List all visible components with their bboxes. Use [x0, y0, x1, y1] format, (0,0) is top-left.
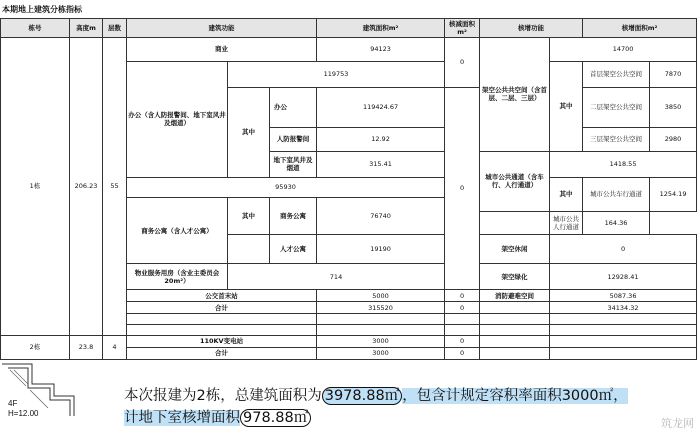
- f2-label: 二层架空公共空间: [583, 87, 650, 127]
- header-height: 高度m: [70, 19, 103, 38]
- b1-deduct-1: 0: [445, 37, 480, 87]
- blank-14: [127, 314, 317, 325]
- civil-alarm-area: 12.92: [317, 127, 445, 151]
- header-building: 栋号: [1, 19, 70, 38]
- b2-total-area: 3000: [317, 347, 445, 359]
- car-passage-area: 1254.19: [650, 177, 697, 212]
- greening-area: 12928.41: [550, 264, 697, 290]
- building-index-table: [0, 18, 697, 360]
- biz-apt-label: 商务公寓（含人才公寓）: [127, 198, 228, 264]
- public-among: 其中: [550, 61, 583, 151]
- public-space-label: 架空公共共空间（含首层、二层、三层）: [480, 37, 550, 151]
- summary-total-area: 3978.88㎡: [322, 387, 402, 405]
- car-passage-label: 城市公共车行通道: [583, 177, 650, 212]
- header-deduct: 核减面积m²: [445, 19, 480, 38]
- blank-14d: [480, 314, 550, 325]
- commercial-label: 商业: [127, 37, 317, 61]
- b2-total-deduct: 0: [445, 347, 480, 359]
- shaft-area: 315.41: [317, 151, 445, 177]
- biz-apt-sub-label: 商务公寓: [270, 198, 317, 235]
- b1-deduct-2: 0: [445, 87, 480, 290]
- b1-floors: 55: [103, 37, 127, 335]
- summary-part-1: 本次报建为2栋，总建筑面积为: [124, 388, 322, 404]
- substation-area: 3000: [317, 335, 445, 347]
- b2-total-label: 合计: [127, 347, 317, 359]
- blank-15: [127, 325, 317, 336]
- shaft-label: 地下室风井及烟道: [270, 151, 317, 177]
- header-area: 建筑面积m²: [317, 19, 445, 38]
- header-function: 建筑功能: [127, 19, 317, 38]
- commercial-area: 94123: [317, 37, 445, 61]
- property-label: 物业服务用房（含业主委员会20m²）: [127, 264, 228, 290]
- header-floors: 层数: [103, 19, 127, 38]
- summary-paragraph: [124, 385, 644, 429]
- header-inc-area: 核增面积m²: [583, 19, 697, 38]
- biz-apt-total: 95930: [127, 177, 445, 198]
- blank-15d: [480, 325, 550, 336]
- drawing-floor: 4F: [8, 399, 18, 408]
- biz-apt-sub-area: 76740: [317, 198, 445, 235]
- b1-total-area: 315520: [317, 302, 445, 314]
- watermark: 筑龙网: [661, 417, 694, 430]
- b1-inc-total-blank: [480, 302, 550, 314]
- office-sub-label: 办公: [270, 87, 317, 127]
- f3-label: 三层架空公共空间: [583, 127, 650, 151]
- talent-apt-label: 人才公寓: [270, 235, 317, 264]
- b2-floors: 4: [103, 335, 127, 359]
- civil-alarm-label: 人防报警间: [270, 127, 317, 151]
- f1-area: 7870: [650, 61, 697, 87]
- b1-inc-total: 34134.32: [550, 302, 697, 314]
- passage-among-2: [480, 212, 550, 235]
- b2-total-blank-2: [550, 347, 697, 359]
- bus-area: 5000: [317, 290, 445, 302]
- talent-apt-area: 19190: [317, 235, 445, 264]
- property-area: 714: [228, 264, 445, 290]
- leisure-label: 架空休闲: [480, 235, 550, 264]
- bus-label: 公交首末站: [127, 290, 317, 302]
- substation-deduct: 0: [445, 335, 480, 347]
- ped-passage-label: 城市公共人行通道: [550, 212, 583, 235]
- office-among: 其中: [228, 87, 270, 177]
- public-space-area: 14700: [550, 37, 697, 61]
- among-blank: [228, 235, 270, 264]
- f1-label: 首层架空公共空间: [583, 61, 650, 87]
- f3-area: 2980: [650, 127, 697, 151]
- header-inc-function: 核增功能: [480, 19, 583, 38]
- city-passage-area: 1418.55: [550, 151, 697, 177]
- b1-total-label: 合计: [127, 302, 317, 314]
- summary-part-3: 计地下室核增面积: [124, 410, 240, 426]
- drawing-height: H=12.00: [8, 409, 39, 418]
- office-total: 119753: [228, 61, 445, 87]
- fire-label: 消防避难空间: [480, 290, 550, 302]
- b1-deduct-total: 0: [445, 302, 480, 314]
- b2-height: 23.8: [70, 335, 103, 359]
- b2-inc-function-blank: [480, 335, 550, 347]
- passage-among: 其中: [550, 177, 583, 212]
- table-title: 本期地上建筑分栋指标: [2, 5, 82, 14]
- blank-15b: [317, 325, 445, 336]
- substation-label: 110KV变电站: [127, 335, 317, 347]
- office-sub-area: 119424.67: [317, 87, 445, 127]
- summary-inc-area: 978.88㎡: [240, 409, 311, 427]
- b1-height: 206.23: [70, 37, 103, 335]
- b1-name: 1栋: [1, 37, 70, 335]
- b2-inc-area-blank: [550, 335, 697, 347]
- leisure-area: 0: [550, 235, 697, 264]
- office-label: 办公（含人防报警间、地下室风井及烟道）: [127, 61, 228, 177]
- fire-area: 5087.36: [550, 290, 697, 302]
- f2-area: 3850: [650, 87, 697, 127]
- blank-15e: [550, 325, 697, 336]
- blank-14b: [317, 314, 445, 325]
- b2-name: 2栋: [1, 335, 70, 359]
- b1-deduct-3: 0: [445, 290, 480, 302]
- b2-total-blank: [480, 347, 550, 359]
- ped-passage-area: 164.36: [583, 212, 650, 235]
- blank-15c: [445, 325, 480, 336]
- greening-label: 架空绿化: [480, 264, 550, 290]
- biz-apt-among: 其中: [228, 198, 270, 235]
- summary-part-2: ，包含计规定容积率面积3000㎡，: [402, 388, 628, 404]
- blank-14e: [550, 314, 697, 325]
- blank-14c: [445, 314, 480, 325]
- city-passage-label: 城市公共通道（含车行、人行通道）: [480, 151, 550, 212]
